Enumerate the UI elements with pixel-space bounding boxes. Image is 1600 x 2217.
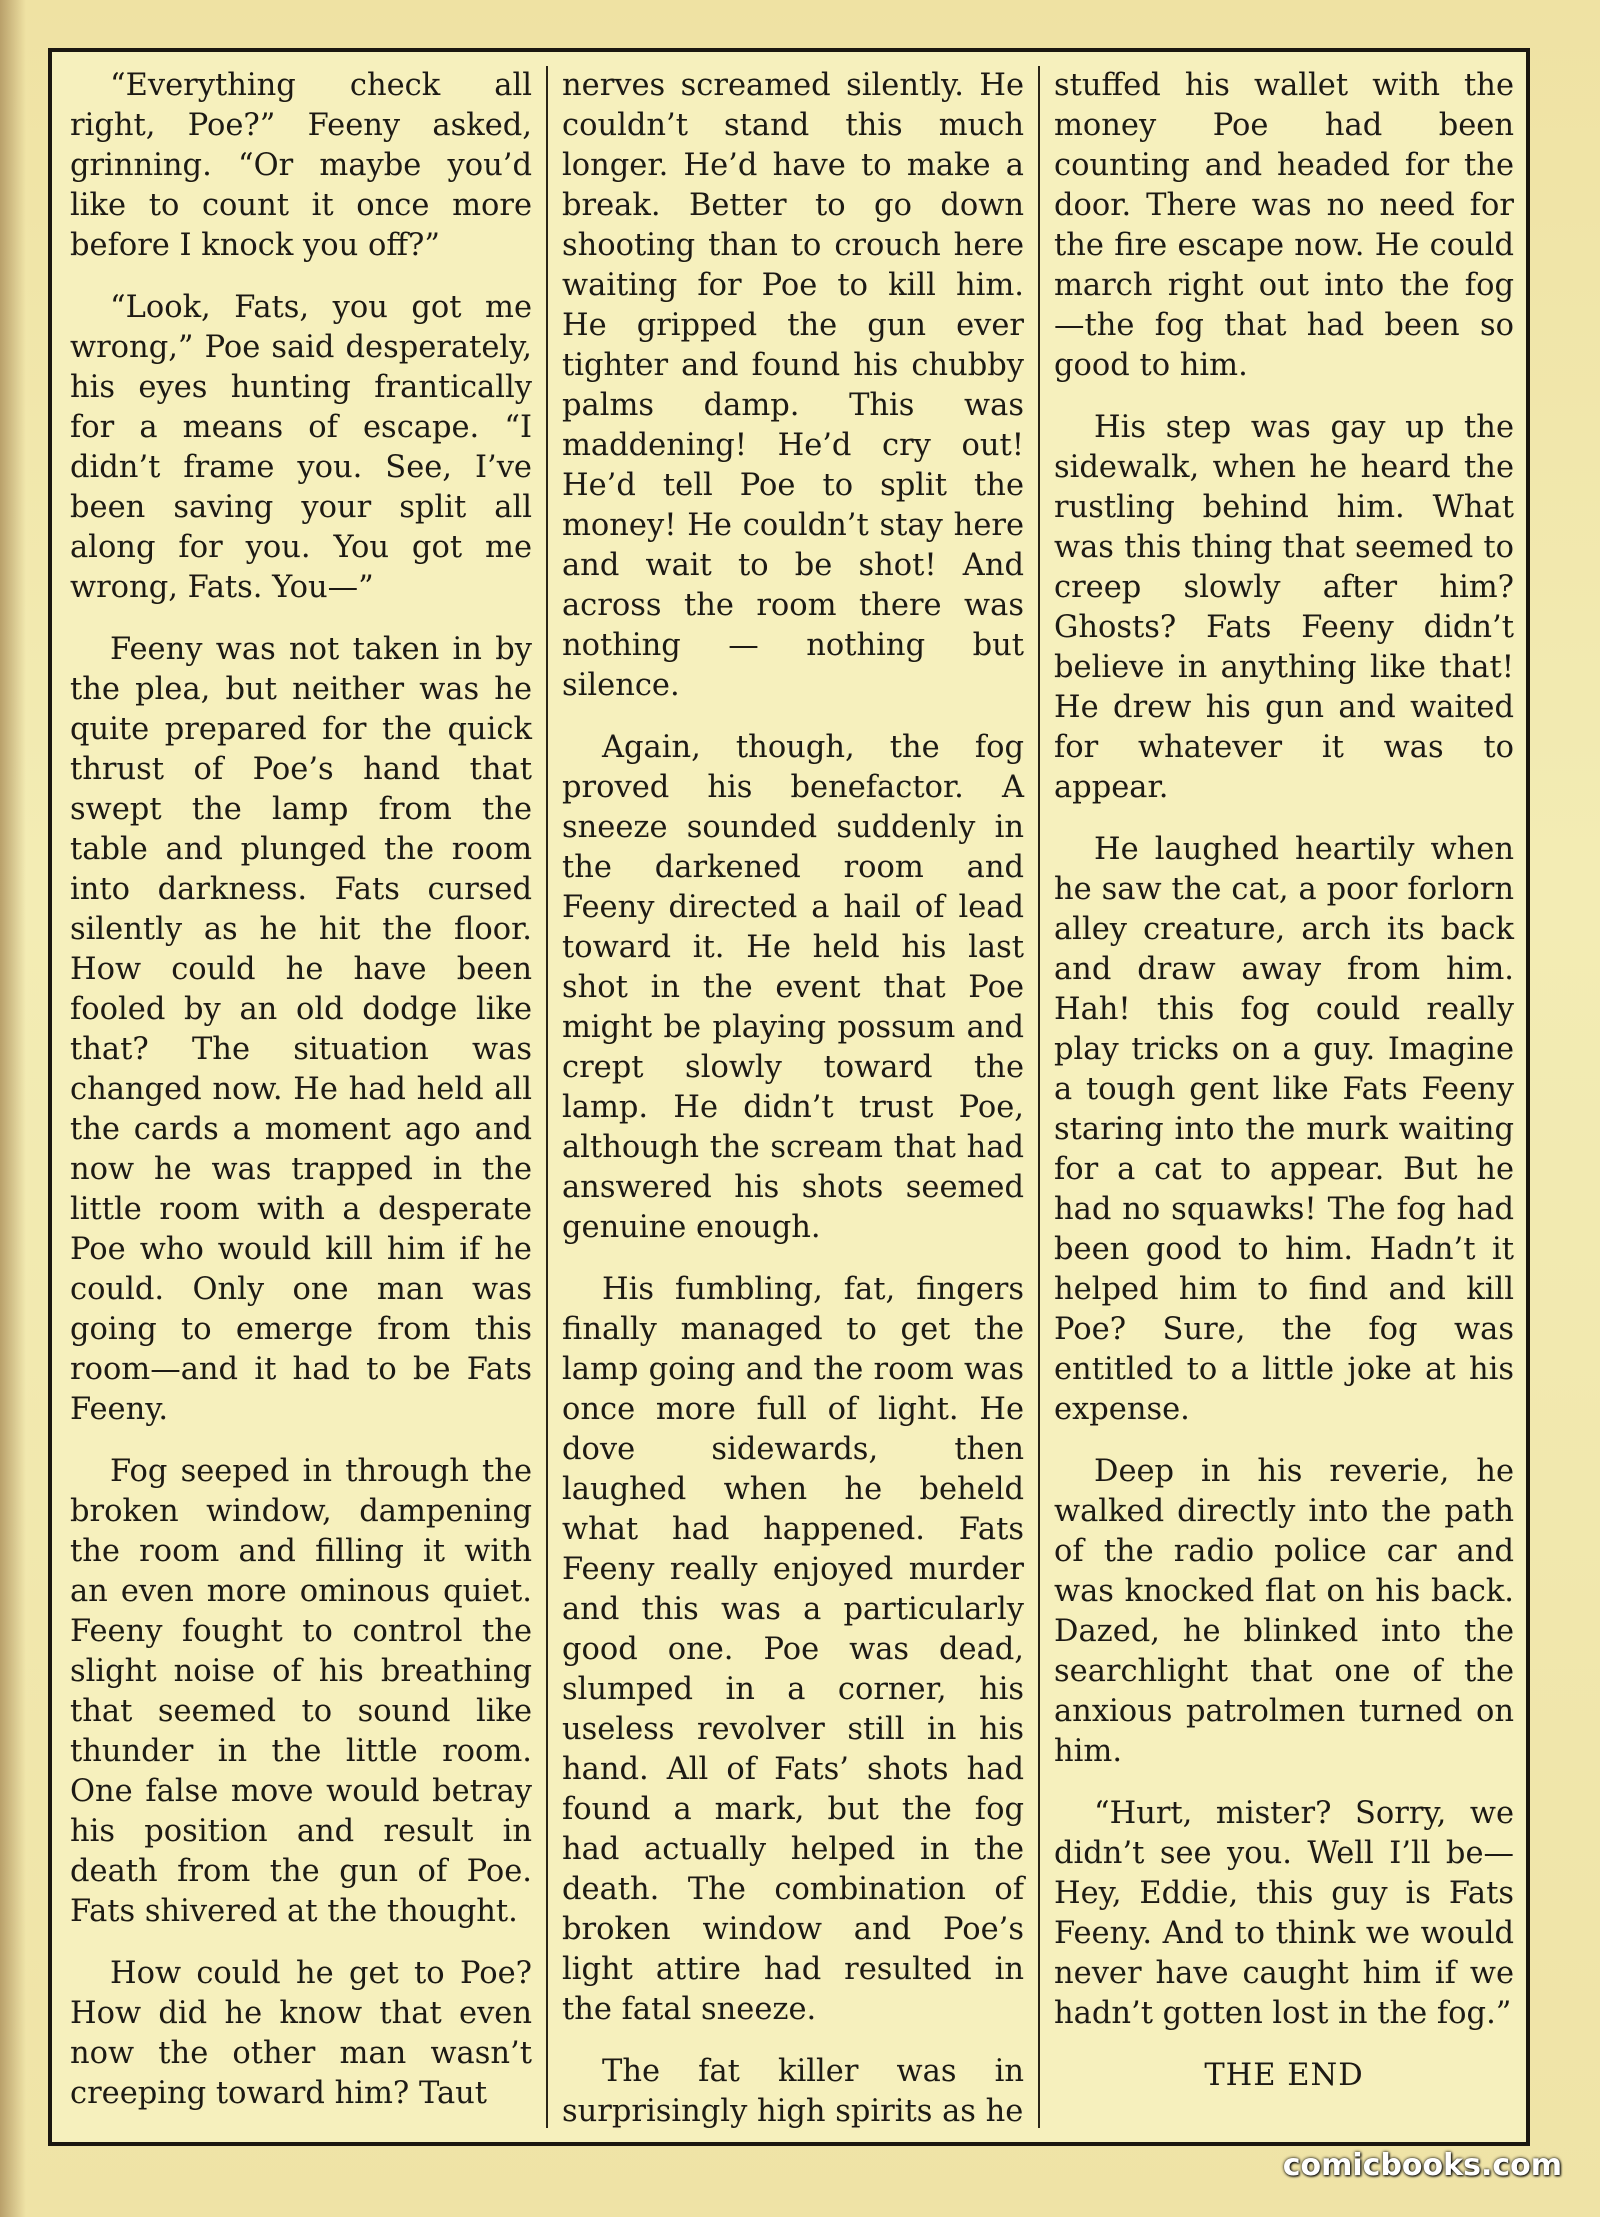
- paragraph: nerves screamed silently. He couldn’t stand this much longer. He’d have to make a break. Better to go down shooting than to crouch here waiting for Poe to kill him. He gripped the gun ever tighter and found his chubby palms damp. This was maddening! He’d cry out! He’d tell Poe to split the money! He couldn’t stay here and wait to be shot! And across the room there was nothing — nothing but silence.: [562, 68, 1024, 703]
- watermark: comicbooks.com: [1282, 2148, 1562, 2183]
- text-panel: [48, 48, 1530, 2146]
- page-edge-shadow: [0, 0, 26, 2217]
- column-1: [70, 66, 532, 2128]
- column-divider: [1038, 66, 1040, 2128]
- paragraph: Again, though, the fog proved his benefactor. A sneeze sounded suddenly in the darkened room and Feeny directed a hail of lead toward it. He held his last shot in the event that Poe might be playing possum and crept slowly toward the lamp. He didn’t trust Poe, although the scream that had answered his shots seemed genuine enough.: [562, 730, 1024, 1245]
- paragraph: “Everything check all right, Poe?” Feeny asked, grinning. “Or maybe you’d like to count it once more before I knock you off?”: [70, 68, 532, 263]
- paragraph: Feeny was not taken in by the plea, but neither was he quite prepared for the quick thrust of Poe’s hand that swept the lamp from the table and plunged the room into darkness. Fats cursed silently as he hit the floor. How could he have been fooled by an old dodge like that? The situation was changed now. He had held all the cards a moment ago and now he was trapped in the little room with a desperate Poe who would kill him if he could. Only one man was going to emerge from this room—and it had to be Fats Feeny.: [70, 632, 532, 1427]
- column-2: [562, 66, 1024, 2128]
- paragraph: “Hurt, mister? Sorry, we didn’t see you. Well I’ll be—Hey, Eddie, this guy is Fats Feeny. And to think we would never have caught him if we hadn’t gotten lost in the fog.”: [1054, 1796, 1514, 2031]
- paragraph: stuffed his wallet with the money Poe had been counting and headed for the door. There was no need for the fire escape now. He could march right out into the fog—the fog that had been so good to him.: [1054, 68, 1514, 383]
- paragraph: How could he get to Poe? How did he know that even now the other man wasn’t creeping toward him? Taut: [70, 1956, 532, 2111]
- paragraph: Deep in his reverie, he walked directly into the path of the radio police car and was knocked flat on his back. Dazed, he blinked into the searchlight that one of the anxious patrolmen turned on him.: [1054, 1454, 1514, 1769]
- column-3: [1054, 66, 1514, 2128]
- paragraph: His step was gay up the sidewalk, when he heard the rustling behind him. What was this thing that seemed to creep slowly after him? Ghosts? Fats Feeny didn’t believe in anything like that! He drew his gun and waited for whatever it was to appear.: [1054, 410, 1514, 805]
- the-end-label: THE END: [1204, 2058, 1364, 2093]
- paragraph: “Look, Fats, you got me wrong,” Poe said desperately, his eyes hunting frantically for a means of escape. “I didn’t frame you. See, I’ve been saving your split all along for you. You got me wrong, Fats. You—”: [70, 290, 532, 605]
- paragraph: Fog seeped in through the broken window, dampening the room and filling it with an even more ominous quiet. Feeny fought to control the slight noise of his breathing that seemed to sound like thunder in the little room. One false move would betray his position and result in death from the gun of Poe. Fats shivered at the thought.: [70, 1454, 532, 1929]
- paragraph: The fat killer was in surprisingly high spirits as he: [562, 2054, 1024, 2129]
- column-divider: [546, 66, 548, 2128]
- paragraph: He laughed heartily when he saw the cat, a poor forlorn alley creature, arch its back and draw away from him. Hah! this fog could really play tricks on a guy. Imagine a tough gent like Fats Feeny staring into the murk waiting for a cat to appear. But he had no squawks! The fog had been good to him. Hadn’t it helped him to find and kill Poe? Sure, the fog was entitled to a little joke at his expense.: [1054, 832, 1514, 1427]
- paragraph: His fumbling, fat, fingers finally managed to get the lamp going and the room was once more full of light. He dove sidewards, then laughed when he beheld what had happened. Fats Feeny really enjoyed murder and this was a particularly good one. Poe was dead, slumped in a corner, his useless revolver still in his hand. All of Fats’ shots had found a mark, but the fog had actually helped in the death. The combination of broken window and Poe’s light attire had resulted in the fatal sneeze.: [562, 1272, 1024, 2027]
